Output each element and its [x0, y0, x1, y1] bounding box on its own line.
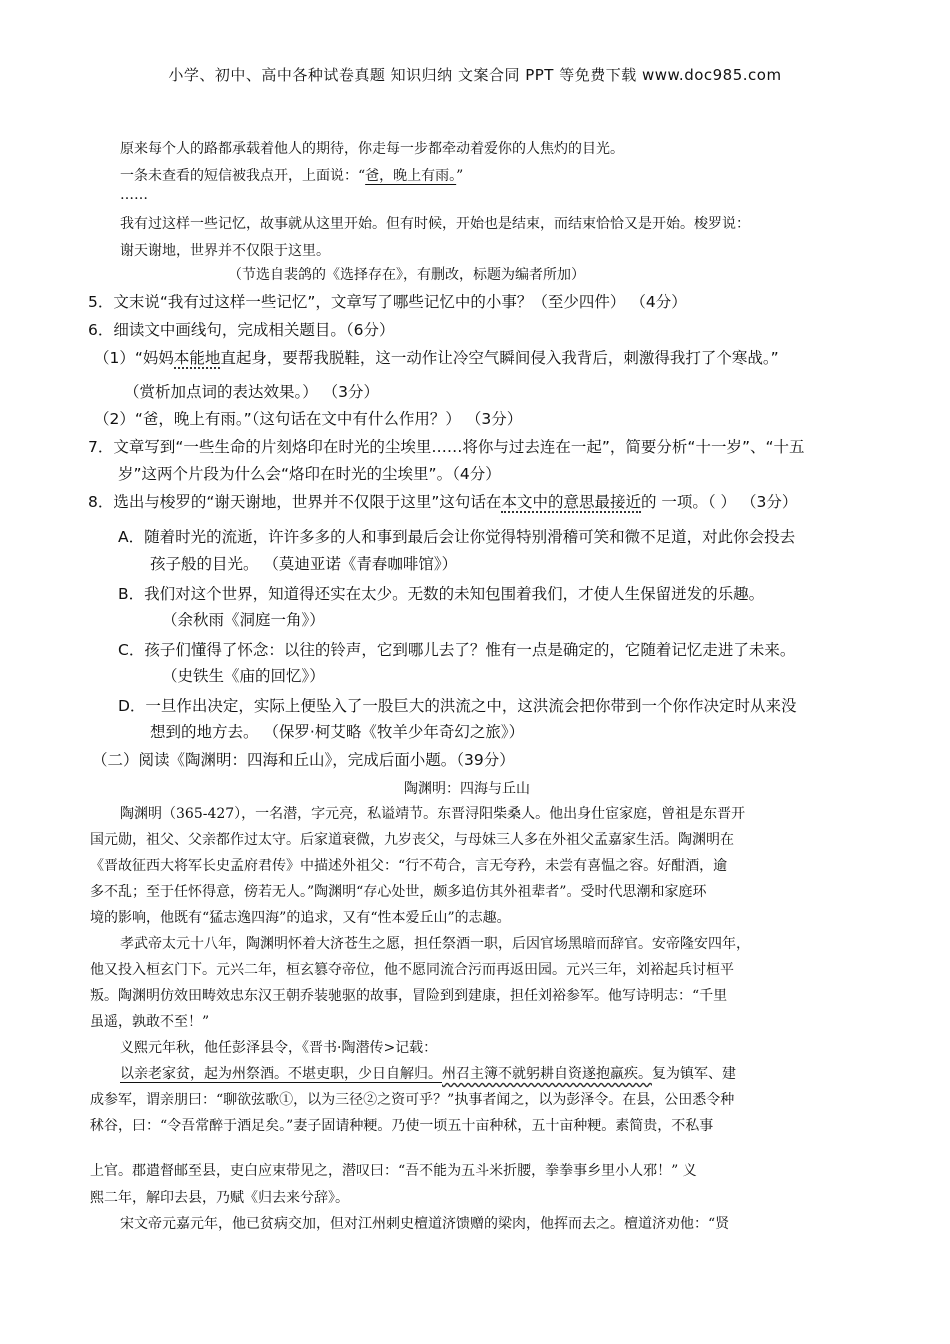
question-8 [88, 490, 797, 512]
paragraph-line: 义熙元年秋，他任彭泽县令，《晋书·陶潜传>记载： [120, 1040, 438, 1056]
question-5: 5．文末说“我有过这样一些记忆”，文章写了哪些记忆中的小事？（至少四件） （4分） [88, 293, 687, 311]
paragraph-line: 境的影响，他既有“猛志逸四海”的追求，又有“性本爱丘山”的志趣。 [90, 910, 511, 926]
passage-source: （节选自裴鸽的《选择存在》，有删改，标题为编者所加） [228, 267, 585, 283]
option-a: A．随着时光的流逝，许许多多的人和事到最后会让你觉得特别滑稽可笑和微不足道，对此你会投去 [118, 528, 796, 546]
question-6: 6．细读文中画线句，完成相关题目。（6分） [88, 321, 395, 339]
classical-text-line: 秫谷，曰：“令吾常醉于酒足矣。”妻子固请种粳。乃使一顷五十亩种秫，五十亩种粳。素简贵，不私事 [90, 1118, 714, 1134]
passage-line: 谢天谢地，世界并不仅限于这里。 [120, 243, 330, 259]
paragraph-line: 孝武帝太元十八年，陶渊明怀着大济苍生之愿，担任祭酒一职，后因官场黑暗而辞官。安帝隆安四年， [120, 936, 750, 952]
classical-text-line: 成参军，谓亲朋曰：“聊欲弦歌①，以为三径②之资可乎？”执事者闻之，以为彭泽令。在县，公田悉令种 [90, 1092, 735, 1108]
passage-text: ” [456, 168, 464, 184]
section-heading: （二）阅读《陶渊明：四海和丘山》，完成后面小题。（39分） [92, 751, 515, 769]
option-b: B．我们对这个世界，知道得还实在太少。无数的未知包围着我们，才使人生保留迸发的乐趣。 [118, 585, 765, 603]
option-d: D．一旦作出决定，实际上便坠入了一股巨大的洪流之中，这洪流会把你带到一个你作决定时从来没 [118, 697, 797, 715]
option-c-cont: （史铁生《庙的回忆》） [162, 667, 325, 685]
question-text: 的 一项。（ ） （3分） [640, 493, 798, 511]
ellipsis: …… [120, 187, 148, 203]
article-title: 陶渊明：四海与丘山 [404, 781, 530, 797]
underlined-sentence: 以亲老家贫，起为州祭酒。不堪吏职，少日自解归。 [120, 1066, 442, 1082]
passage-text: 一条未查看的短信被我点开，上面说：“ [120, 168, 366, 184]
paragraph-line: 虽遥，孰敢不至！” [90, 1014, 210, 1030]
paragraph-line: 陶渊明（365-427），一名潜，字元亮，私谥靖节。东晋浔阳柴桑人。他出身仕宦家庭，曾祖是东晋开 [120, 806, 746, 822]
paragraph-line: 叛。陶渊明仿效田畴效忠东汉王朝乔装驰驱的故事，冒险到到建康，担任刘裕参军。他写诗明志：“千里 [90, 988, 728, 1004]
question-text: 直起身，要帮我脱鞋，这一动作让冷空气瞬间侵入我背后，刺激得我打了个寒战。” [220, 349, 779, 367]
option-c: C．孩子们懂得了怀念：以往的铃声，它到哪儿去了？惟有一点是确定的，它随着记忆走进了未来。 [118, 641, 796, 659]
classical-text-line: 熙二年，解印去县，乃赋《归去来兮辞》。 [90, 1190, 349, 1206]
dotted-words: 本文中的意思最接近 [501, 493, 641, 511]
option-a-cont: 孩子般的目光。 （莫迪亚诺《青春咖啡馆》） [150, 555, 458, 573]
classical-text-line: 上官。郡遣督邮至县，吏白应束带见之，潜叹曰：“吾不能为五斗米折腰，拳拳事乡里小人邪！” 义 [90, 1163, 697, 1179]
question-text: 8．选出与梭罗的“谢天谢地，世界并不仅限于这里”这句话在 [88, 493, 502, 511]
page-header: 小学、初中、高中各种试卷真题 知识归纳 文案合同 PPT 等免费下载 www.doc985.com [168, 66, 782, 84]
underlined-sentence: 爸，晚上有雨。 [365, 168, 457, 184]
paragraph-line: 国元勋，祖父、父亲都作过太守。后家道衰微，九岁丧父，与母妹三人多在外祖父孟嘉家生活。陶渊明在 [90, 832, 734, 848]
paragraph-line: 多不乱；至于任怀得意，傍若无人。”陶渊明“存心处世，颇多追仿其外祖辈者”。受时代思潮和家庭环 [90, 884, 707, 900]
classical-text: 复为镇军、建 [652, 1066, 736, 1082]
passage-line: 我有过这样一些记忆，故事就从这里开始。但有时候，开始也是结束，而结束恰恰又是开始。梭罗说： [120, 216, 750, 232]
question-7: 7．文章写到“一些生命的片刻烙印在时光的尘埃里……将你与过去连在一起”，简要分析“十一岁”、“十五 [88, 438, 805, 456]
paragraph-line: 《晋故征西大将军长史孟府君传》中描述外祖父：“行不苟合，言无夸矜，未尝有喜愠之容。好酣酒，逾 [90, 858, 728, 874]
question-6-2: （2）“爸，晚上有雨。”（这句话在文中有什么作用？） （3分） [94, 410, 523, 428]
dotted-words: 本能地 [173, 349, 221, 367]
passage-line [120, 165, 463, 185]
option-b-cont: （余秋雨《洞庭一角》） [162, 611, 325, 629]
option-d-cont: 想到的地方去。 （保罗·柯艾略《牧羊少年奇幻之旅》） [150, 723, 525, 741]
question-text: （1）“妈妈 [94, 349, 174, 367]
paragraph-line: 他又投入桓玄门下。元兴二年，桓玄篡夺帝位，他不愿同流合污而再返田园。元兴三年，刘裕起兵讨桓平 [90, 962, 734, 978]
question-6-1 [94, 346, 779, 368]
passage-line: 原来每个人的路都承载着他人的期待，你走每一步都牵动着爱你的人焦灼的目光。 [120, 141, 624, 157]
classical-text-line [120, 1063, 736, 1083]
question-6-1-hint: （赏析加点词的表达效果。） （3分） [124, 383, 380, 401]
question-7-cont: 岁”这两个片段为什么会“烙印在时光的尘埃里”。（4分） [118, 465, 501, 483]
paragraph-line: 宋文帝元嘉元年，他已贫病交加，但对江州刺史檀道济馈赠的梁肉，他挥而去之。檀道济劝他：“贤 [120, 1216, 730, 1232]
wavy-underlined-sentence: 州召主簿不就躬耕自资遂抱羸疾。 [442, 1066, 652, 1082]
